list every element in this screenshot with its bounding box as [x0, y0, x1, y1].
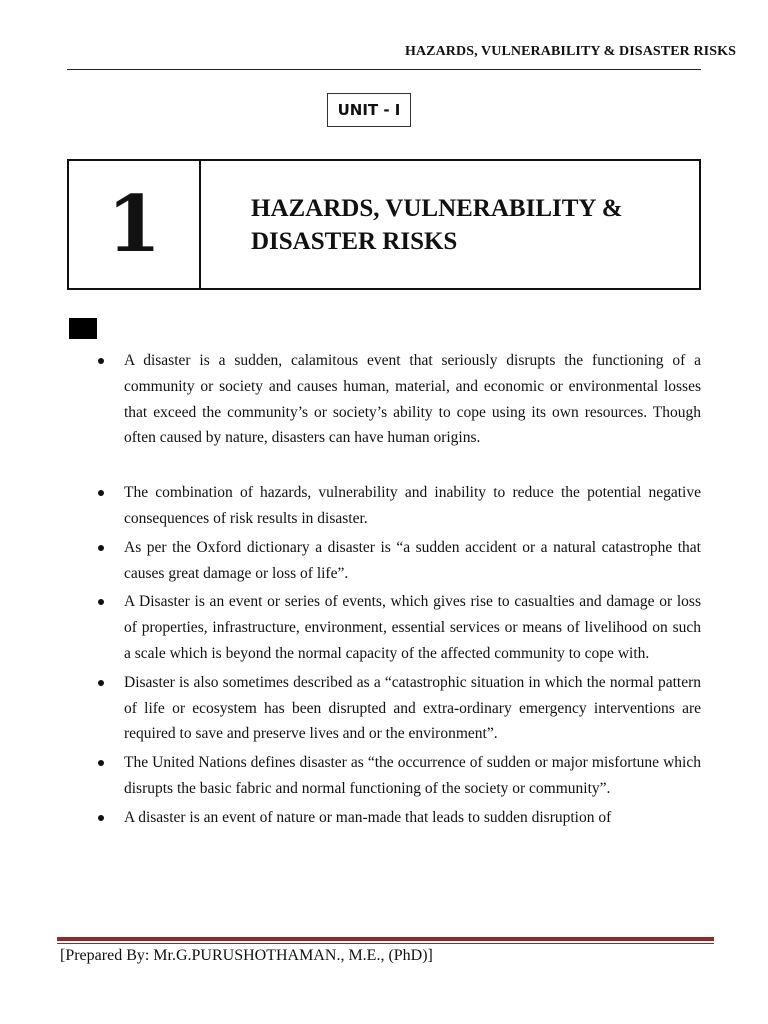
- bullet-text: The combination of hazards, vulnerability and inability to reduce the potential negative consequences of risk results in disaster.: [124, 484, 701, 527]
- footer-rule-thin: [57, 943, 714, 944]
- bullet-icon: [98, 760, 104, 766]
- list-item: [94, 589, 701, 666]
- bullet-icon: [98, 490, 104, 496]
- list-item: [94, 348, 701, 451]
- list-item: [94, 805, 701, 831]
- bullet-text: A disaster is a sudden, calamitous event that seriously disrupts the functioning of a community or society and causes human, material, and economic or environmental losses that exceed the community’s or society’s ability to cope using its own resources. Though often caused by nature, disasters can have human origins.: [124, 352, 701, 447]
- bullet-text: A Disaster is an event or series of events, which gives rise to casualties and damage or loss of properties, infrastructure, environment, essential services or means of livelihood on such a scale which is beyond the normal capacity of the affected community to cope with.: [124, 593, 701, 662]
- footer-prepared-by: [Prepared By: Mr.G.PURUSHOTHAMAN., M.E., (PhD)]: [60, 947, 433, 964]
- footer-rule: [57, 937, 714, 941]
- header-rule: [67, 69, 701, 70]
- chapter-title: [201, 161, 699, 288]
- bullet-icon: [98, 599, 104, 605]
- chapter-heading-box: [67, 159, 701, 290]
- unit-label: UNIT - I: [327, 93, 411, 127]
- chapter-title-line-1: HAZARDS, VULNERABILITY &: [251, 194, 623, 222]
- bullet-icon: [98, 815, 104, 821]
- bullet-text: Disaster is also sometimes described as a “catastrophic situation in which the normal pattern of life or ecosystem has been disrupted and extra-ordinary emergency interventions are required to save and preserve lives and or the environment”.: [124, 673, 701, 743]
- chapter-title-line-2: DISASTER RISKS: [251, 227, 458, 255]
- running-header: HAZARDS, VULNERABILITY & DISASTER RISKS: [404, 44, 736, 59]
- bullet-list: [94, 348, 701, 831]
- list-item: [94, 535, 701, 587]
- section-marker: [69, 318, 97, 339]
- bullet-icon: [98, 545, 104, 551]
- bullet-text: As per the Oxford dictionary a disaster is “a sudden accident or a natural catastrophe that causes great damage or loss of life”.: [124, 538, 701, 582]
- chapter-number: 1: [69, 161, 201, 288]
- list-item: [94, 670, 701, 747]
- bullet-icon: [98, 680, 104, 686]
- bullet-text: A disaster is an event of nature or man-made that leads to sudden disruption of: [124, 808, 612, 826]
- list-item: [94, 480, 701, 532]
- list-item: [94, 750, 701, 802]
- bullet-text: The United Nations defines disaster as “the occurrence of sudden or major misfortune which disrupts the basic fabric and normal functioning of the society or community”.: [124, 754, 701, 797]
- bullet-icon: [98, 358, 104, 364]
- body-content: [94, 348, 701, 834]
